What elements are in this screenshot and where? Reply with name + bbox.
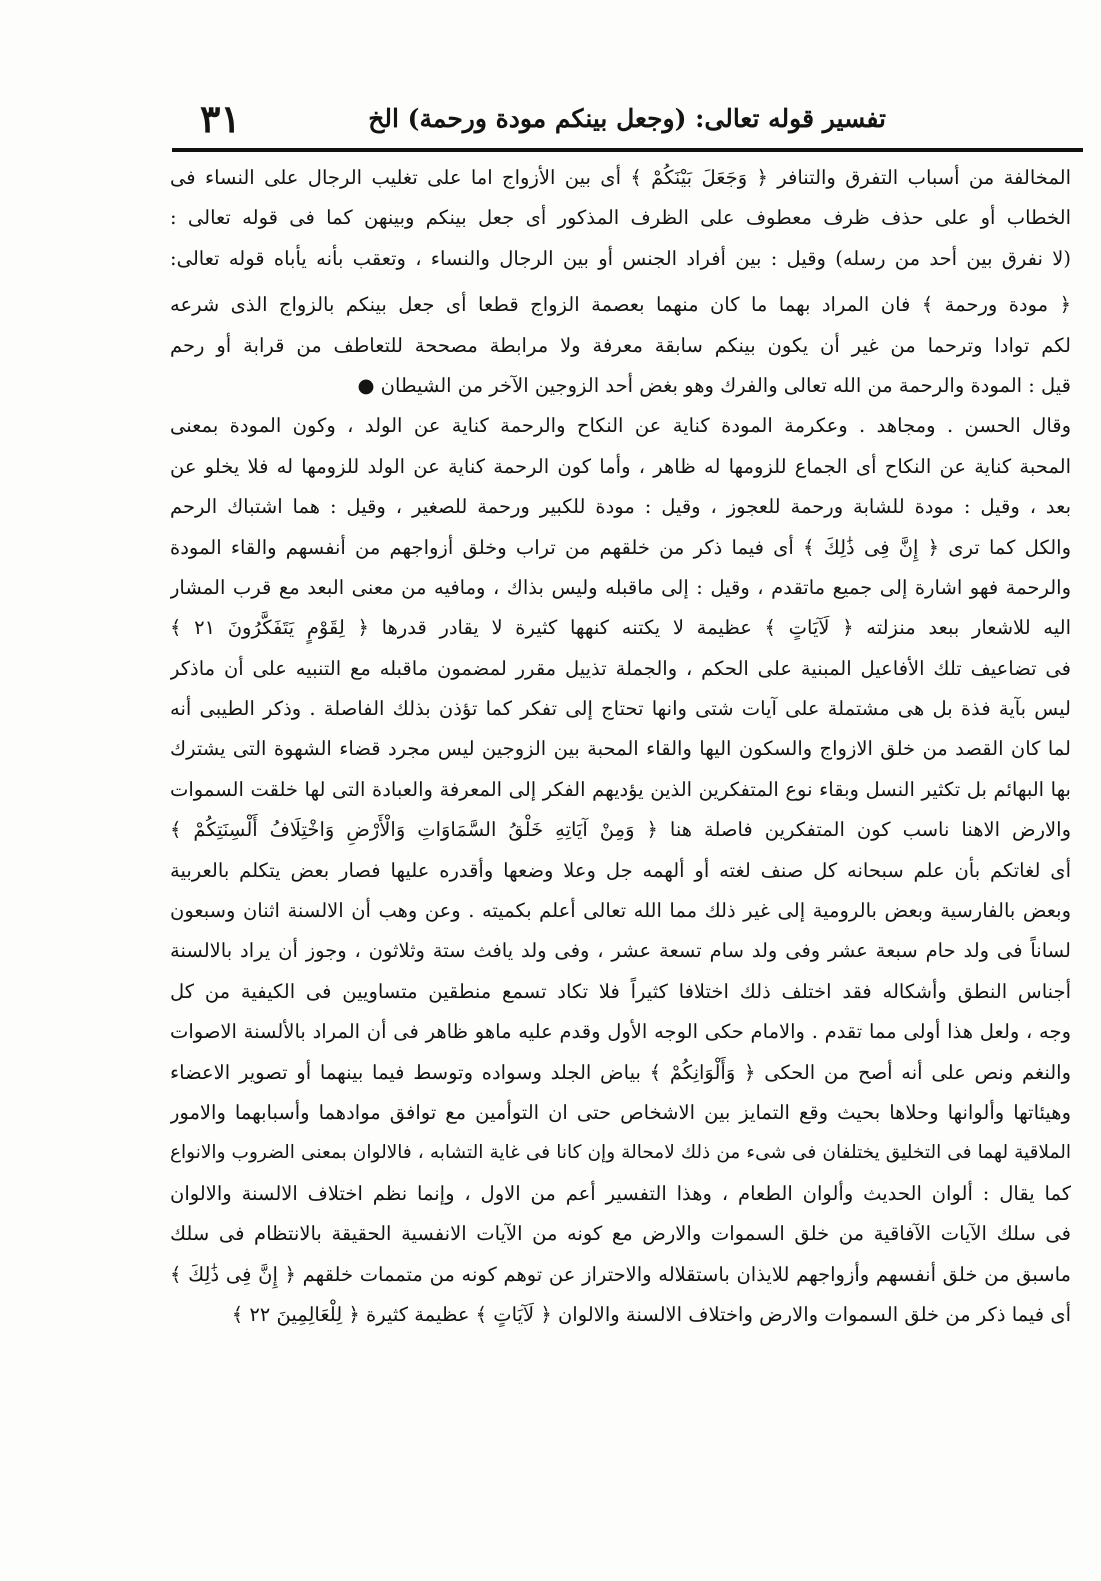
text-line: الخطاب أو على حذف ظرف معطوف على الظرف المذكور أى جعل بينكم وبينهن كما فى قوله تعالى : [170,206,1071,230]
text-line: وبعض بالفارسية وبعض بالرومية إلى غير ذلك مما الله تعالى أعلم بكميته . وعن وهب أن الالسنة اثنان وسبعون [170,899,1071,923]
text-line: الملاقية لهما فى التخليق يختلفان فى شىء من ذلك لامحالة وإن كانا فى غاية التشابه ، فالالوان بمعنى الضروب والانواع [170,1142,1071,1164]
text-line: المخالفة من أسباب التفرق والتنافر ﴿ وَجَعَلَ بَيْنَكُمْ ﴾ أى بين الأزواج اما على تغليب الرجال على النساء فى [170,166,1071,189]
text-line: فى تضاعيف تلك الأفاعيل المبنية على الحكم ، والجملة تذييل مقرر لمضمون ماقبله مع التنبيه على أن ماذكر [170,656,1071,680]
text-line: وهيئاتها وألوانها وحلاها بحيث وقع التمايز بين الاشخاص حتى ان التوأمين مع توافق موادهما وأسبابهما والامور [170,1100,1071,1124]
text-line: والنغم ونص على أنه أصح من الحكى ﴿ وَأَلْوَانِكُمْ ﴾ بياض الجلد وسواده وتوسط فيما بينهما أو تصوير الاعضاء [170,1060,1071,1084]
text-line: أى فيما ذكر من خلق السموات والارض واختلاف الالسنة والالوان ﴿ لَآيَاتٍ ﴾ عظيمة كثيرة ﴿ لِلْعَالِمِينَ ٢٢ ﴾ [231,1302,1071,1326]
text-line: ماسبق من خلق أنفسهم وأزواجهم للايذان باستقلاله والاحتراز عن توهم كونه من متممات خلقهم ﴿ إِنَّ فِى ذَٰلِكَ ﴾ [170,1262,1071,1286]
text-line: لما كان القصد من خلق الازواج والسكون اليها والقاء المحبة بين الزوجين ليس مجرد قضاء الشهوة التى يشترك [170,737,1071,761]
text-line: لساناً فى ولد حام سبعة عشر وفى ولد سام تسعة عشر ، وفى ولد يافث ستة وثلاثون ، وجوز أن يراد بالالسنة [170,939,1071,963]
text-line: ﴿ مودة ورحمة ﴾ فان المراد بهما ما كان منهما بعصمة الزواج قطعا أى جعل بينكم بالزواج الذى شرعه [170,293,1071,317]
text-line: بها البهائم بل تكثير النسل وبقاء نوع المتفكرين الذين يؤديهم الفكر إلى المعرفة والعبادة التى لها خلقت السموات [170,777,1071,801]
text-line: قيل : المودة والرحمة من الله تعالى والفرك وهو بغض أحد الزوجين الآخر من الشيطان ● [357,373,1071,397]
text-line: (لا نفرق بين أحد من رسله) وقيل : بين أفراد الجنس أو بين الرجال والنساء ، وتعقب بأنه يأباه قوله تعالى: [170,246,1071,270]
page-number: ٣١ [200,96,241,141]
text-line: والكل كما ترى ﴿ إِنَّ فِى ذَٰلِكَ ﴾ أى فيما ذكر من خلقهم من تراب وخلق أزواجهم من أنفسهم والقاء المودة [170,535,1071,559]
text-line: المحبة كناية عن النكاح أى الجماع للزومها له ظاهر ، وأما كون الرحمة كناية عن الولد للزومها له فلا يخلو عن [170,454,1071,478]
running-title: تفسير قوله تعالى: (وجعل بينكم مودة ورحمة) الخ [368,104,886,133]
header-divider [172,148,1083,152]
text-line: فى سلك الآيات الآفاقية من خلق السموات والارض مع كونه من الآيات الانفسية الحقيقة بالانتظام فى سلك [170,1222,1071,1246]
text-line: والارض الاهنا ناسب كون المتفكرين فاصلة هنا ﴿ وَمِنْ آيَاتِهِ خَلْقُ السَّمَاوَاتِ وَالْأَرْضِ وَاخْتِلَافُ أَلْسِنَتِكُمْ ﴾ [170,818,1071,842]
text-line: اليه للاشعار ببعد منزلته ﴿ لَآيَاتٍ ﴾ عظيمة لا يكتنه كنهها كثيرة لا يقادر قدرها ﴿ لِقَوْمٍ يَتَفَكَّرُونَ ٢١ ﴾ [170,616,1071,640]
text-line: وجه ، ولعل هذا أولى مما تقدم . والامام حكى الوجه الأول وقدم عليه ماهو ظاهر فى أن المراد بالألسنة الاصوات [170,1020,1071,1044]
text-line: كما يقال : ألوان الحديث وألوان الطعام ، وهذا التفسير أعم من الاول ، وإنما نظم اختلاف الالسنة والالوان [170,1181,1071,1205]
commentary-text [170,158,1071,1335]
text-line: أجناس النطق وأشكاله فقد اختلف ذلك اختلافا كثيراً فلا تكاد تسمع منطقين متساويين فى الكيفية من كل [170,979,1071,1003]
text-line: بعد ، وقيل : مودة للشابة ورحمة للعجوز ، وقيل : مودة للكبير ورحمة للصغير ، وقيل : هما اشتباك الرحم [170,495,1071,519]
text-line: والرحمة فهو اشارة إلى جميع ماتقدم ، وقيل : إلى ماقبله وليس بذاك ، ومافيه من معنى البعد مع قرب المشار [170,575,1071,599]
page-header [170,98,1081,150]
text-line: وقال الحسن . ومجاهد . وعكرمة المودة كناية عن النكاح والرحمة كناية عن الولد ، وكون المودة بمعنى [170,414,1071,438]
text-line: ليس بآية فذة بل هى مشتملة على آيات شتى وانها تحتاج إلى تفكر كما تؤذن بذلك الفاصلة . وذكر الطيبى أنه [170,697,1071,721]
text-line: لكم توادا وترحما من غير أن يكون بينكم سابقة معرفة ولا مرابطة مصححة للتعاطف من قرابة أو رحم [170,333,1071,357]
text-line: أى لغاتكم بأن علم سبحانه كل صنف لغته أو ألهمه جل وعلا وضعها وأقدره عليها فصار بعض يتكلم بالعربية [170,858,1071,882]
